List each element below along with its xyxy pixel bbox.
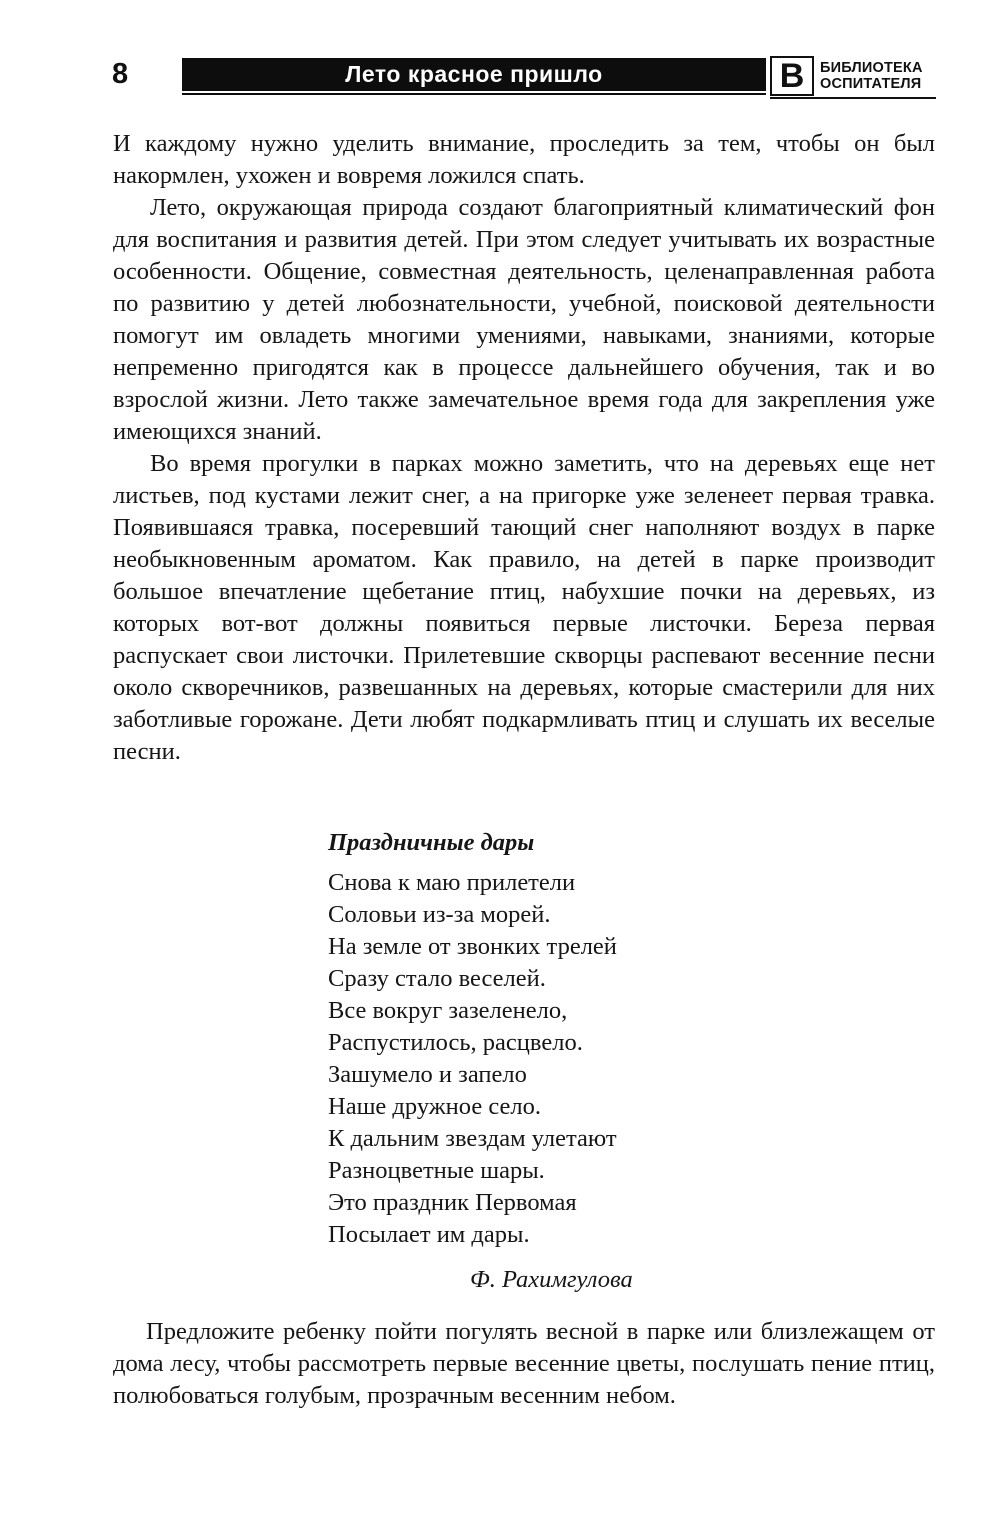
page-number: 8 bbox=[112, 58, 129, 90]
paragraph-3: Во время прогулки в парках можно заметить, что на деревьях еще нет листьев, под кустами лежит снег, а на пригорке уже зеленеет первая травка. Появившаяся травка, посеревший тающий снег наполняют воздух в парке необыкновенным ароматом. Как правило, на детей в парке производит большое впечатление щебетание птиц, набухшие почки на деревьях, из которых вот-вот должны появиться первые листочки. Береза первая распускает свои листочки. Прилетевшие скворцы распевают весенние песни около скворечников, развешанных на деревьях, которые смастерили для них заботливые горожане. Дети любят подкармливать птиц и слушать их веселые песни. bbox=[113, 450, 935, 765]
poem-line: Наше дружное село. bbox=[328, 1093, 541, 1120]
running-header-bar bbox=[182, 58, 766, 91]
poem-author: Ф. Рахимгулова bbox=[470, 1266, 633, 1293]
poem-line: Это праздник Первомая bbox=[328, 1189, 577, 1216]
closing-text bbox=[113, 1316, 935, 1412]
logo-letter: В bbox=[779, 57, 805, 95]
poem-line: Разноцветные шары. bbox=[328, 1157, 545, 1184]
paragraph-1: И каждому нужно уделить внимание, проследить за тем, чтобы он был накормлен, ухожен и вовремя ложился спать. bbox=[113, 130, 935, 189]
poem-title: Праздничные дары bbox=[328, 829, 535, 856]
logo-line-2: ОСПИТАТЕЛЯ bbox=[820, 76, 922, 92]
poem-line: К дальним звездам улетают bbox=[328, 1125, 617, 1152]
header-rule bbox=[182, 93, 766, 95]
poem-line: Снова к маю прилетели bbox=[328, 869, 576, 896]
poem-line: Распустилось, расцвело. bbox=[328, 1029, 583, 1056]
poem-line: Сразу стало веселей. bbox=[328, 965, 546, 992]
paragraph-2: Лето, окружающая природа создают благоприятный климатический фон для воспитания и развития детей. При этом следует учитывать их возрастные особенности. Общение, совместная деятельность, целенаправленная работа по развитию у детей любознательности, учебной, поисковой деятельности помогут им овладеть многими умениями, навыками, знаниями, которые непременно пригодятся как в процессе дальнейшего обучения, так и во взрослой жизни. Лето также замечательное время года для закрепления уже имеющихся знаний. bbox=[113, 194, 935, 445]
poem-line: Все вокруг зазеленело, bbox=[328, 997, 568, 1024]
running-title: Лето красное пришло bbox=[345, 61, 603, 87]
poem-line: Зашумело и запело bbox=[328, 1061, 527, 1088]
logo-letter-box bbox=[770, 56, 814, 96]
body-text bbox=[113, 128, 935, 768]
poem-line: На земле от звонких трелей bbox=[328, 933, 617, 960]
poem-line: Соловьи из-за морей. bbox=[328, 901, 551, 928]
logo-text bbox=[820, 60, 923, 92]
series-logo bbox=[770, 56, 938, 100]
poem-line: Посылает им дары. bbox=[328, 1221, 530, 1248]
logo-underline bbox=[770, 97, 936, 99]
poem bbox=[328, 827, 748, 1251]
closing-paragraph: Предложите ребенку пойти погулять весной в парке или близлежащем от дома лесу, чтобы рассмотреть первые весенние цветы, послушать пение птиц, полюбоваться голубым, прозрачным весенним небом. bbox=[113, 1318, 935, 1409]
logo-line-1: БИБЛИОТЕКА bbox=[820, 60, 923, 76]
